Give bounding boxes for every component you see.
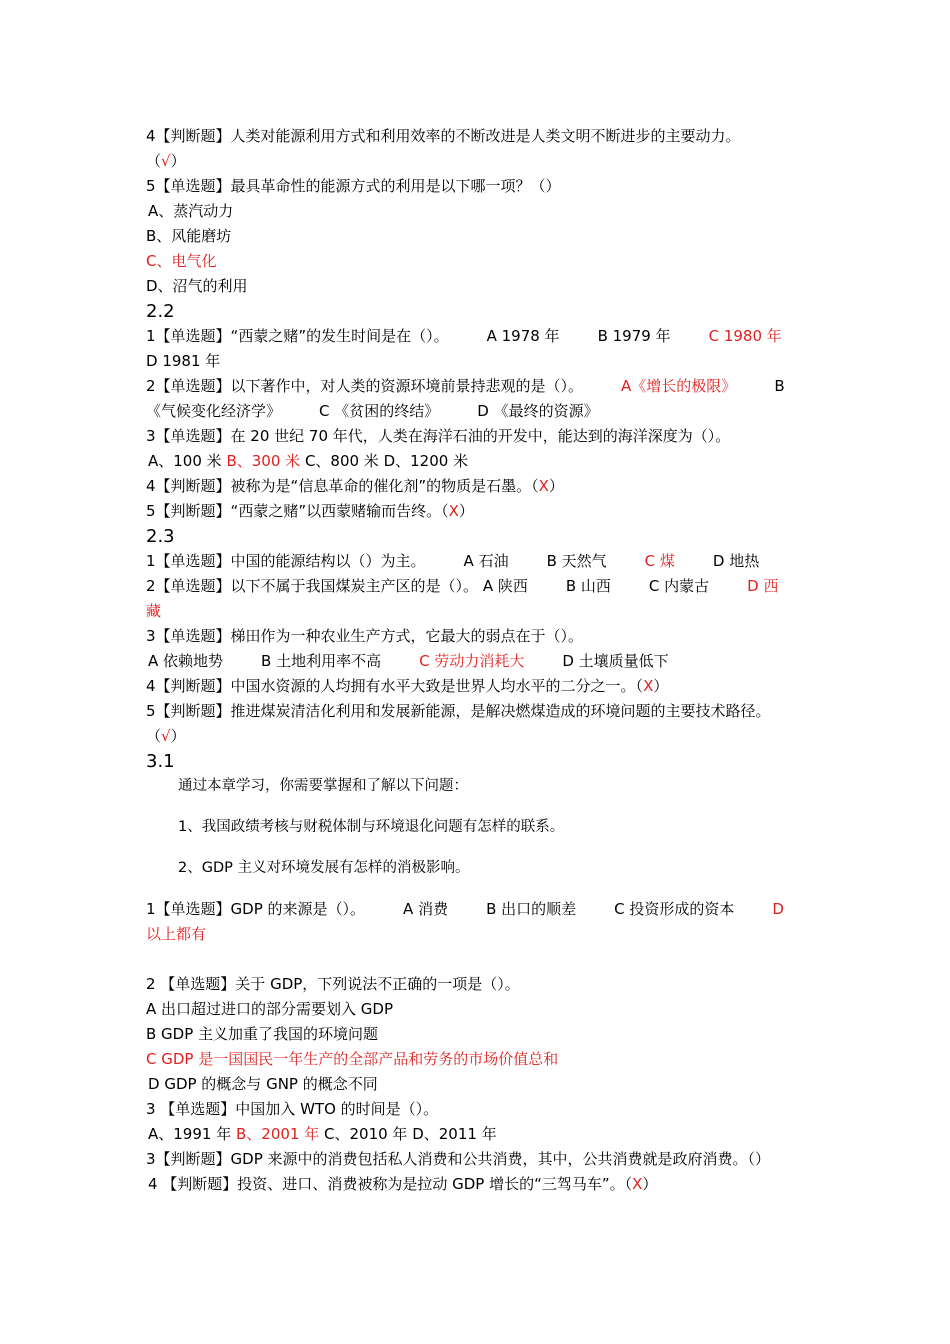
correct-option: C 1980 年 [708, 327, 782, 345]
option-line: B GDP 主义加重了我国的环境问题 [146, 1025, 379, 1043]
question-line: 1【单选题】“西蒙之赌”的发生时间是在（）。 A 1978 年 B 1979 年 C 1980 年 [146, 327, 782, 345]
intro-text: 通过本章学习，你需要掌握和了解以下问题： [178, 778, 468, 794]
question-line: 5【单选题】最具革命性的能源方式的利用是以下哪一项？（） [146, 177, 561, 195]
answer-mark: X [643, 677, 654, 695]
question-line: 4【判断题】中国水资源的人均拥有水平大致是世界人均水平的二分之一。（X） [146, 677, 669, 695]
option-line: 《气候变化经济学》 C 《贫困的终结》 D 《最终的资源》 [146, 402, 599, 420]
question-line: 5【判断题】“西蒙之赌”以西蒙赌输而告终。（X） [146, 502, 474, 520]
question-line: 3【判断题】GDP 来源中的消费包括私人消费和公共消费，其中，公共消费就是政府消费。（） [146, 1150, 771, 1168]
correct-option: C 劳动力消耗大 [419, 652, 525, 670]
answer-mark: √ [161, 152, 171, 170]
intro-text: 2、GDP 主义对环境发展有怎样的消极影响。 [178, 860, 470, 876]
option-line: A、1991 年 B、2001 年 C、2010 年 D、2011 年 [148, 1125, 497, 1143]
intro-text: 1、我国政绩考核与财税体制与环境退化问题有怎样的联系。 [178, 819, 565, 835]
section-heading: 2.2 [146, 301, 175, 322]
correct-option-line: 以上都有 [146, 925, 207, 943]
answer-mark: X [632, 1175, 643, 1193]
section-heading: 2.3 [146, 526, 175, 547]
question-line: 2 【单选题】关于 GDP，下列说法不正确的一项是（）。 [146, 975, 520, 993]
question-line: 4【判断题】被称为是“信息革命的催化剂”的物质是石墨。（X） [146, 477, 564, 495]
correct-option: B、300 米 [226, 452, 301, 470]
question-line: 3【单选题】梯田作为一种农业生产方式，它最大的弱点在于（）。 [146, 627, 584, 645]
correct-option-line: C GDP 是一国国民一年生产的全部产品和劳务的市场价值总和 [146, 1050, 559, 1068]
question-line: 2【单选题】以下不属于我国煤炭主产区的是（）。 A 陕西 B 山西 C 内蒙古 D 西 [146, 577, 779, 595]
correct-option: D 西 [747, 577, 779, 595]
answer-mark: X [448, 502, 459, 520]
option-line: D、沼气的利用 [146, 277, 248, 295]
blank-line [146, 947, 826, 972]
question-line: 4 【判断题】投资、进口、消费被称为是拉动 GDP 增长的“三驾马车”。（X） [148, 1175, 658, 1193]
question-line: 2【单选题】以下著作中，对人类的资源环境前景持悲观的是（）。 A《增长的极限》 B [146, 377, 785, 395]
question-line: 3 【单选题】中国加入 WTO 的时间是（）。 [146, 1100, 439, 1118]
option-line: A 依赖地势 B 土地利用率不高 C 劳动力消耗大 D 土壤质量低下 [148, 652, 669, 670]
question-line: 3【单选题】在 20 世纪 70 年代，人类在海洋石油的开发中，能达到的海洋深度为（）。 [146, 427, 731, 445]
answer-mark: √ [161, 727, 171, 745]
question-line: 4【判断题】人类对能源利用方式和利用效率的不断改进是人类文明不断进步的主要动力。 [146, 127, 741, 145]
answer-mark: X [538, 477, 549, 495]
correct-option: D [772, 900, 784, 918]
answer-line: （√） [146, 152, 186, 170]
correct-option-line: 藏 [146, 602, 162, 620]
correct-option: B、2001 年 [236, 1125, 320, 1143]
option-line: B、风能磨坊 [146, 227, 232, 245]
question-line: 1【单选题】中国的能源结构以（）为主。 A 石油 B 天然气 C 煤 D 地热 [146, 552, 760, 570]
option-line: A、蒸汽动力 [148, 202, 234, 220]
answer-line: （√） [146, 727, 186, 745]
correct-option: A《增长的极限》 [621, 377, 737, 395]
option-line: A、100 米 B、300 米 C、800 米 D、1200 米 [148, 452, 469, 470]
correct-option: C 煤 [644, 552, 675, 570]
option-line: D 1981 年 [146, 352, 221, 370]
question-line: 1【单选题】GDP 的来源是（）。 A 消费 B 出口的顺差 C 投资形成的资本 D [146, 900, 784, 918]
question-line: 5【判断题】推进煤炭清洁化利用和发展新能源，是解决燃煤造成的环境问题的主要技术路径。 [146, 702, 771, 720]
section-heading: 3.1 [146, 751, 175, 772]
option-line: D GDP 的概念与 GNP 的概念不同 [148, 1075, 378, 1093]
option-line: A 出口超过进口的部分需要划入 GDP [146, 1000, 394, 1018]
document-content [146, 124, 826, 1197]
correct-option-line: C、电气化 [146, 252, 217, 270]
